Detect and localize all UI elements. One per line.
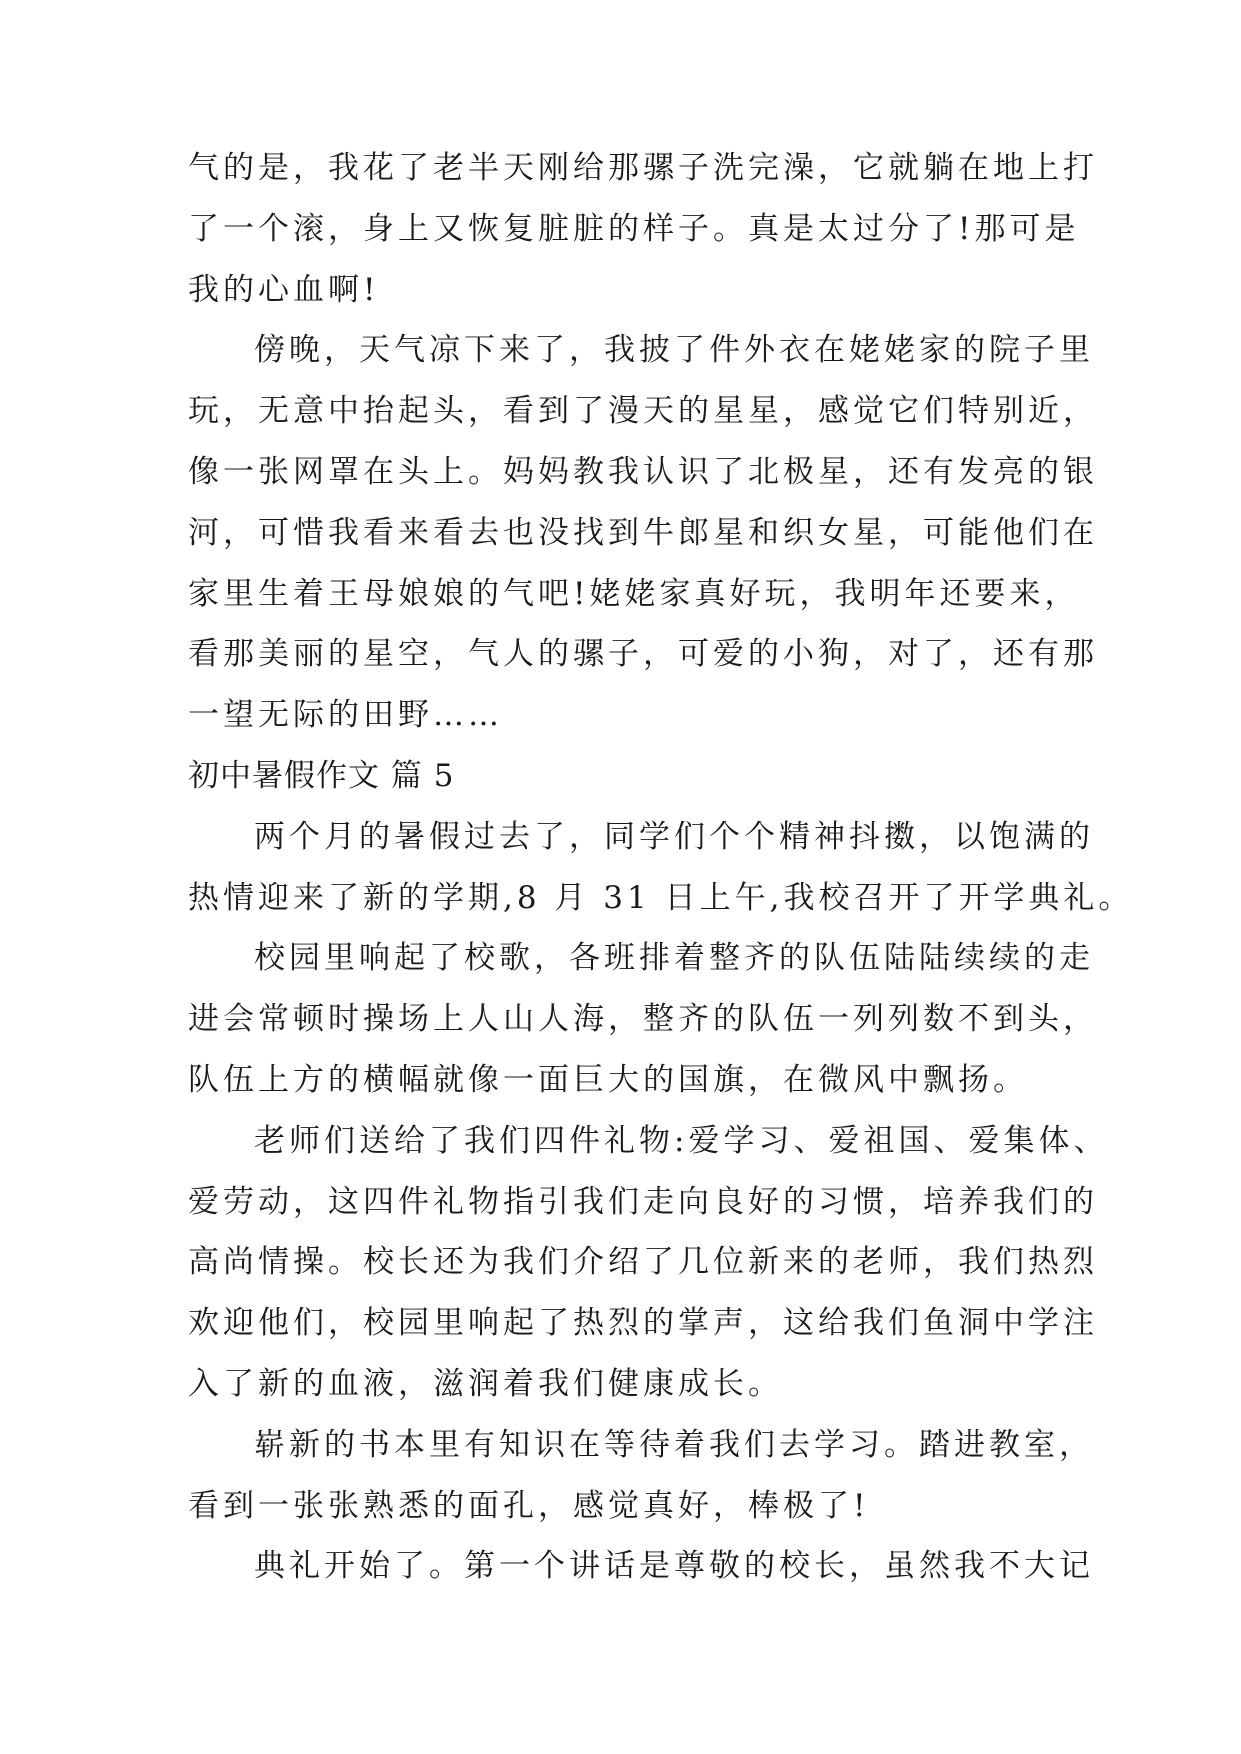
text-line: 了一个滚，身上又恢复脏脏的样子。真是太过分了!那可是 bbox=[188, 210, 1080, 247]
paragraph-start-line: 傍晚，天气凉下来了，我披了件外衣在姥姥家的院子里 bbox=[254, 332, 1094, 369]
text-line: 进会常顿时操场上人山人海，整齐的队伍一列列数不到头， bbox=[188, 1001, 1098, 1038]
text-line: 爱劳动，这四件礼物指引我们走向良好的习惯，培养我们的 bbox=[188, 1183, 1098, 1220]
text-line: 像一张网罩在头上。妈妈教我认识了北极星，还有发亮的银 bbox=[188, 453, 1098, 490]
text-line: 欢迎他们，校园里响起了热烈的掌声，这给我们鱼洞中学注 bbox=[188, 1305, 1098, 1342]
section-heading: 初中暑假作文 篇 5 bbox=[188, 757, 455, 794]
text-line: 热情迎来了新的学期,8 月 31 日上午,我校召开了开学典礼。 bbox=[188, 879, 1134, 916]
text-line: 入了新的血液，滋润着我们健康成长。 bbox=[188, 1365, 783, 1402]
text-line: 气的是，我花了老半天刚给那骡子洗完澡，它就躺在地上打 bbox=[188, 150, 1098, 186]
text-line: 高尚情操。校长还为我们介绍了几位新来的老师，我们热烈 bbox=[188, 1244, 1098, 1281]
article-body bbox=[188, 138, 1134, 1597]
paragraph-start-line: 典礼开始了。第一个讲话是尊敬的校长，虽然我不大记 bbox=[254, 1548, 1094, 1585]
text-line: 看那美丽的星空，气人的骡子，可爱的小狗，对了，还有那 bbox=[188, 636, 1098, 673]
text-line: 家里生着王母娘娘的气吧!姥姥家真好玩，我明年还要来， bbox=[188, 575, 1080, 612]
text-line: 我的心血啊! bbox=[188, 271, 380, 308]
paragraph-start-line: 老师们送给了我们四件礼物:爱学习、爱祖国、爱集体、 bbox=[254, 1122, 1109, 1159]
text-line: 玩，无意中抬起头，看到了漫天的星星，感觉它们特别近， bbox=[188, 393, 1098, 430]
text-line: 看到一张张熟悉的面孔，感觉真好，棒极了! bbox=[188, 1487, 870, 1524]
text-line: 一望无际的田野…… bbox=[188, 697, 503, 734]
paragraph-start-line: 两个月的暑假过去了，同学们个个精神抖擞，以饱满的 bbox=[254, 818, 1094, 855]
text-line: 队伍上方的横幅就像一面巨大的国旗，在微风中飘扬。 bbox=[188, 1061, 1028, 1098]
text-line: 河，可惜我看来看去也没找到牛郎星和织女星，可能他们在 bbox=[188, 514, 1098, 551]
paragraph-start-line: 校园里响起了校歌，各班排着整齐的队伍陆陆续续的走 bbox=[254, 940, 1094, 977]
paragraph-start-line: 崭新的书本里有知识在等待着我们去学习。踏进教室， bbox=[254, 1426, 1094, 1463]
